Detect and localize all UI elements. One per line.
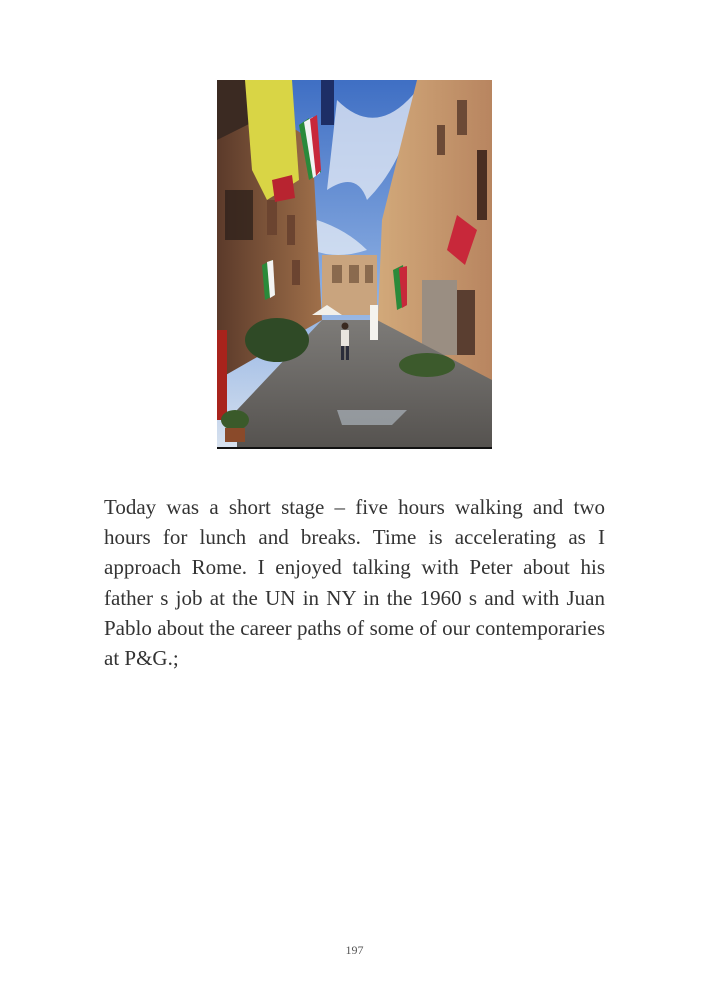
body-paragraph: Today was a short stage – five hours walking and two hours for lunch and breaks. Time is accelerating as I approach Rome. I enjoyed talking with Peter about his father s job at the UN in NY in the 1960 s and with Juan Pablo about the career paths of some of our contemporaries at P&G.; <box>104 495 605 671</box>
street-photo <box>217 80 492 449</box>
page-number: 197 <box>345 943 364 957</box>
